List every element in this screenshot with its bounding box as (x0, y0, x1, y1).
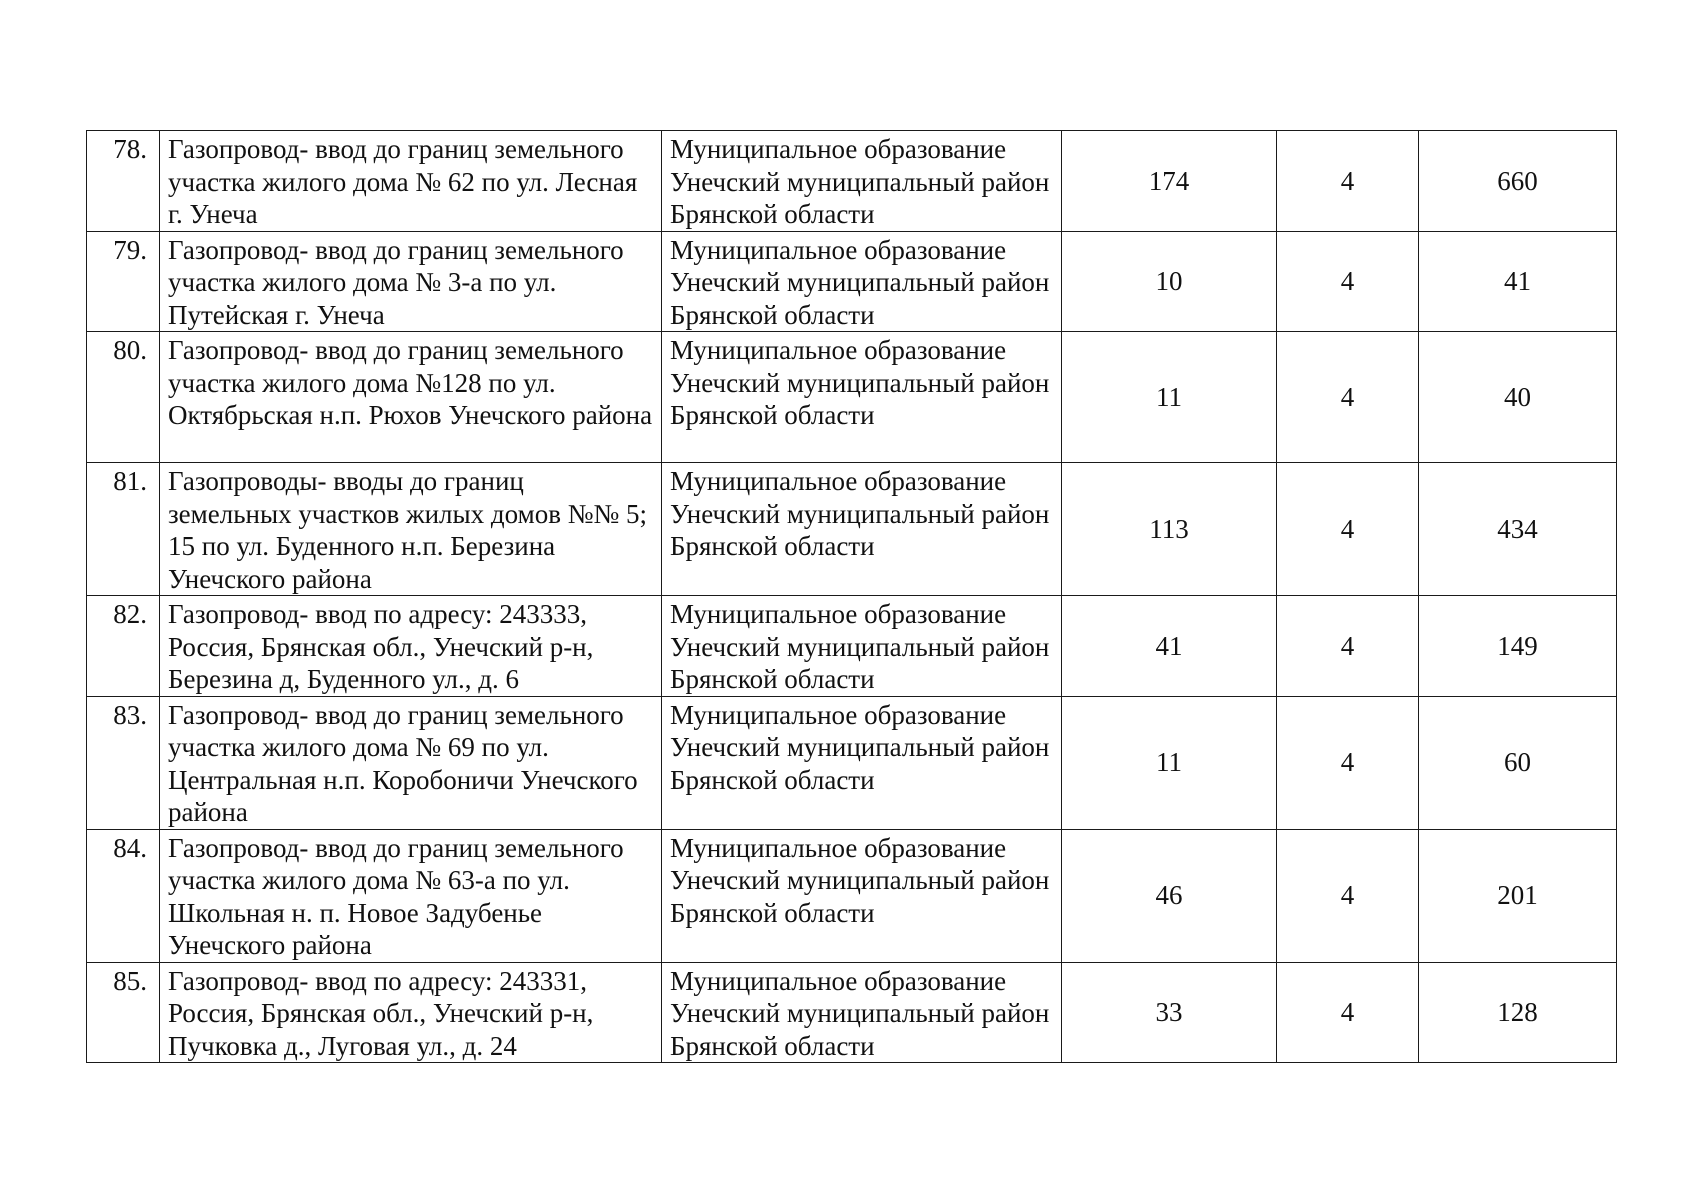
object-name: Газопровод- ввод по адресу: 243331, Россия, Брянская обл., Унечский р-н, Пучковка д., Луговая ул., д. 24 (160, 962, 662, 1063)
value-3: 41 (1419, 231, 1617, 332)
value-1: 11 (1062, 332, 1277, 463)
value-1: 33 (1062, 962, 1277, 1063)
owner-name: Муниципальное образование Унечский муниципальный район Брянской области (662, 231, 1062, 332)
value-2: 4 (1277, 231, 1419, 332)
value-1: 113 (1062, 463, 1277, 596)
object-name: Газопровод- ввод по адресу: 243333, Россия, Брянская обл., Унечский р-н, Березина д, Буденного ул., д. 6 (160, 596, 662, 697)
table-row (87, 332, 1617, 463)
table-row (87, 131, 1617, 232)
value-1: 46 (1062, 829, 1277, 962)
owner-name: Муниципальное образование Унечский муниципальный район Брянской области (662, 463, 1062, 596)
table-row (87, 463, 1617, 596)
value-3: 40 (1419, 332, 1617, 463)
value-3: 434 (1419, 463, 1617, 596)
owner-name: Муниципальное образование Унечский муниципальный район Брянской области (662, 829, 1062, 962)
object-name: Газопровод- ввод до границ земельного участка жилого дома № 69 по ул. Центральная н.п. Коробоничи Унечского района (160, 696, 662, 829)
row-number: 82. (87, 596, 160, 697)
row-number: 83. (87, 696, 160, 829)
table-row (87, 829, 1617, 962)
row-number: 84. (87, 829, 160, 962)
value-1: 174 (1062, 131, 1277, 232)
value-2: 4 (1277, 463, 1419, 596)
value-3: 660 (1419, 131, 1617, 232)
row-number: 81. (87, 463, 160, 596)
owner-name: Муниципальное образование Унечский муниципальный район Брянской области (662, 596, 1062, 697)
row-number: 80. (87, 332, 160, 463)
owner-name: Муниципальное образование Унечский муниципальный район Брянской области (662, 332, 1062, 463)
value-2: 4 (1277, 332, 1419, 463)
value-1: 11 (1062, 696, 1277, 829)
table-row (87, 231, 1617, 332)
value-2: 4 (1277, 131, 1419, 232)
value-3: 128 (1419, 962, 1617, 1063)
value-2: 4 (1277, 962, 1419, 1063)
value-3: 149 (1419, 596, 1617, 697)
table-row (87, 596, 1617, 697)
object-name: Газопровод- ввод до границ земельного участка жилого дома № 63-а по ул. Школьная н. п. Новое Задубенье Унечского района (160, 829, 662, 962)
value-1: 41 (1062, 596, 1277, 697)
row-number: 78. (87, 131, 160, 232)
value-1: 10 (1062, 231, 1277, 332)
table-row (87, 696, 1617, 829)
table-row (87, 962, 1617, 1063)
owner-name: Муниципальное образование Унечский муниципальный район Брянской области (662, 696, 1062, 829)
row-number: 85. (87, 962, 160, 1063)
value-2: 4 (1277, 696, 1419, 829)
object-name: Газопровод- ввод до границ земельного участка жилого дома № 62 по ул. Лесная г. Унеча (160, 131, 662, 232)
gas-pipeline-table (86, 130, 1617, 1063)
row-number: 79. (87, 231, 160, 332)
value-3: 60 (1419, 696, 1617, 829)
object-name: Газопровод- ввод до границ земельного участка жилого дома №128 по ул. Октябрьская н.п. Рюхов Унечского района (160, 332, 662, 463)
owner-name: Муниципальное образование Унечский муниципальный район Брянской области (662, 131, 1062, 232)
value-3: 201 (1419, 829, 1617, 962)
value-2: 4 (1277, 829, 1419, 962)
object-name: Газопроводы- вводы до границ земельных участков жилых домов №№ 5; 15 по ул. Буденного н.п. Березина Унечского района (160, 463, 662, 596)
value-2: 4 (1277, 596, 1419, 697)
object-name: Газопровод- ввод до границ земельного участка жилого дома № 3-а по ул. Путейская г. Унеча (160, 231, 662, 332)
owner-name: Муниципальное образование Унечский муниципальный район Брянской области (662, 962, 1062, 1063)
document-page (86, 130, 1616, 1063)
